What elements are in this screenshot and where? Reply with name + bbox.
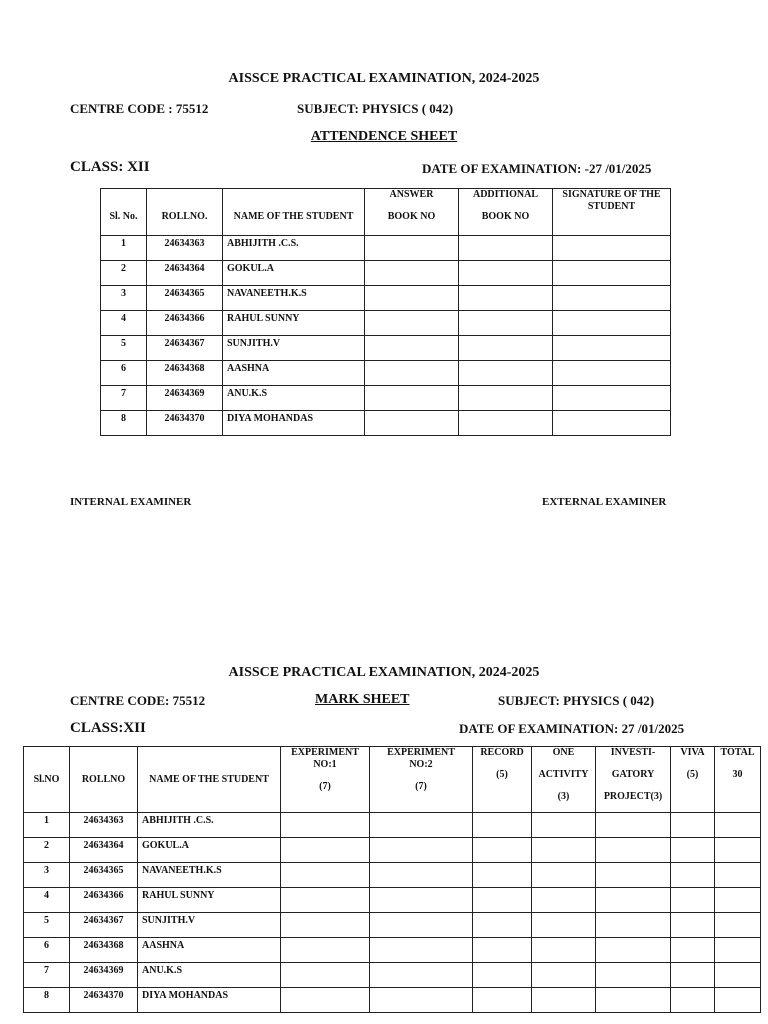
marksheet-header-activity-a: ONE (552, 747, 575, 758)
row-empty-cell[interactable] (596, 938, 671, 963)
row-empty-cell[interactable] (365, 386, 459, 411)
attendance-table (100, 188, 671, 436)
marksheet-header-viva-b: (5) (686, 769, 699, 780)
row-slno: 7 (101, 386, 147, 411)
row-empty-cell[interactable] (532, 838, 596, 863)
row-empty-cell[interactable] (715, 938, 761, 963)
external-examiner-label: EXTERNAL EXAMINER (542, 496, 667, 508)
row-empty-cell[interactable] (459, 311, 553, 336)
marksheet-header-viva-a: VIVA (680, 747, 705, 758)
marksheet-exam-title: AISSCE PRACTICAL EXAMINATION, 2024-2025 (228, 665, 540, 680)
row-empty-cell[interactable] (532, 813, 596, 838)
row-student-name: AASHNA (138, 938, 281, 963)
row-rollno: 24634369 (147, 386, 223, 411)
table-row (101, 236, 671, 261)
row-empty-cell[interactable] (671, 888, 715, 913)
row-empty-cell[interactable] (281, 913, 370, 938)
marksheet-subject: SUBJECT: PHYSICS ( 042) (498, 693, 655, 708)
row-slno: 6 (24, 938, 70, 963)
attendance-header-signature-text: SIGNATURE OF THE STUDENT (562, 189, 661, 212)
marksheet-header-invest (596, 747, 671, 813)
table-row (24, 888, 761, 913)
marksheet-header-activity (532, 747, 596, 813)
row-empty-cell[interactable] (281, 963, 370, 988)
row-empty-cell[interactable] (715, 838, 761, 863)
row-empty-cell[interactable] (671, 838, 715, 863)
attendance-header-answer-bottom: BOOK NO (387, 211, 436, 222)
row-empty-cell[interactable] (715, 813, 761, 838)
attendance-class: CLASS: XII (70, 159, 150, 175)
table-row (24, 913, 761, 938)
row-student-name: ANU.K.S (138, 963, 281, 988)
row-rollno: 24634367 (147, 336, 223, 361)
row-empty-cell[interactable] (553, 386, 671, 411)
row-student-name: AASHNA (223, 361, 365, 386)
marksheet-header-invest-c: PROJECT(3) (603, 791, 663, 802)
marksheet-header-row (24, 747, 761, 813)
row-slno: 8 (101, 411, 147, 436)
row-slno: 1 (101, 236, 147, 261)
attendance-header-name (223, 189, 365, 236)
table-row (101, 386, 671, 411)
attendance-header-additional-top: ADDITIONAL (472, 189, 538, 200)
table-row (24, 838, 761, 863)
row-student-name: DIYA MOHANDAS (223, 411, 365, 436)
attendance-centre-code: CENTRE CODE : 75512 (70, 101, 209, 116)
marksheet-header-name (138, 747, 281, 813)
row-rollno: 24634364 (70, 838, 138, 863)
row-slno: 3 (24, 863, 70, 888)
row-student-name: ABHIJITH .C.S. (138, 813, 281, 838)
row-empty-cell[interactable] (532, 963, 596, 988)
row-slno: 6 (101, 361, 147, 386)
row-empty-cell[interactable] (281, 838, 370, 863)
marksheet-body (24, 813, 761, 1013)
row-slno: 3 (101, 286, 147, 311)
marksheet-header-rollno-text: ROLLNO (81, 773, 126, 785)
attendance-header-rollno (147, 189, 223, 236)
attendance-header-rollno-text: ROLLNO. (161, 211, 208, 222)
marksheet-header-invest-b: GATORY (611, 769, 655, 780)
row-rollno: 24634365 (147, 286, 223, 311)
row-empty-cell[interactable] (370, 988, 473, 1013)
row-student-name: RAHUL SUNNY (138, 888, 281, 913)
marksheet-header-exp1-a: EXPERIMENT (291, 747, 359, 758)
marksheet-header-exp2-a: EXPERIMENT (387, 747, 455, 758)
row-student-name: NAVANEETH.K.S (223, 286, 365, 311)
marksheet-header-total-b: 30 (732, 769, 743, 780)
row-slno: 5 (101, 336, 147, 361)
marksheet-header-record (473, 747, 532, 813)
row-empty-cell[interactable] (596, 963, 671, 988)
row-empty-cell[interactable] (596, 838, 671, 863)
row-empty-cell[interactable] (365, 361, 459, 386)
marksheet-date: DATE OF EXAMINATION: 27 /01/2025 (459, 721, 685, 736)
row-empty-cell[interactable] (365, 311, 459, 336)
row-rollno: 24634365 (70, 863, 138, 888)
attendance-header-slno-text: Sl. No. (109, 211, 138, 222)
attendance-body (101, 236, 671, 436)
row-empty-cell[interactable] (553, 261, 671, 286)
attendance-header-slno (101, 189, 147, 236)
marksheet-header-exp1-c: (7) (319, 781, 331, 792)
marksheet-header-activity-b: ACTIVITY (538, 769, 589, 780)
marksheet-header-record-a: RECORD (480, 747, 524, 758)
attendance-header-row (101, 189, 671, 236)
row-empty-cell[interactable] (473, 913, 532, 938)
table-row (24, 988, 761, 1013)
row-empty-cell[interactable] (671, 938, 715, 963)
row-empty-cell[interactable] (671, 863, 715, 888)
row-student-name: SUNJITH.V (223, 336, 365, 361)
attendance-header-answer (365, 189, 459, 236)
attendance-date: DATE OF EXAMINATION: -27 /01/2025 (422, 161, 652, 176)
row-empty-cell[interactable] (459, 411, 553, 436)
row-empty-cell[interactable] (596, 888, 671, 913)
row-empty-cell[interactable] (532, 863, 596, 888)
row-empty-cell[interactable] (532, 988, 596, 1013)
attendance-header-signature (553, 189, 671, 236)
row-student-name: GOKUL.A (223, 261, 365, 286)
row-empty-cell[interactable] (473, 938, 532, 963)
row-rollno: 24634370 (147, 411, 223, 436)
row-empty-cell[interactable] (473, 813, 532, 838)
row-student-name: NAVANEETH.K.S (138, 863, 281, 888)
table-row (24, 813, 761, 838)
table-row (24, 938, 761, 963)
row-empty-cell[interactable] (281, 888, 370, 913)
table-row (24, 963, 761, 988)
row-empty-cell[interactable] (596, 813, 671, 838)
row-slno: 2 (24, 838, 70, 863)
row-empty-cell[interactable] (596, 863, 671, 888)
attendance-header-additional (459, 189, 553, 236)
row-rollno: 24634366 (70, 888, 138, 913)
row-empty-cell[interactable] (473, 838, 532, 863)
row-rollno: 24634368 (147, 361, 223, 386)
row-empty-cell[interactable] (281, 988, 370, 1013)
marksheet-header-exp1 (281, 747, 370, 813)
attendance-header-answer-top: ANSWER (389, 189, 434, 200)
marksheet-header-viva (671, 747, 715, 813)
attendance-subject: SUBJECT: PHYSICS ( 042) (297, 101, 454, 116)
row-empty-cell[interactable] (473, 888, 532, 913)
row-empty-cell[interactable] (473, 988, 532, 1013)
row-empty-cell[interactable] (370, 938, 473, 963)
row-empty-cell[interactable] (370, 888, 473, 913)
attendance-header-additional-bottom: BOOK NO (481, 211, 530, 222)
row-empty-cell[interactable] (532, 938, 596, 963)
internal-examiner-label: INTERNAL EXAMINER (70, 496, 192, 508)
marksheet-header-activity-c: (3) (557, 791, 570, 802)
row-empty-cell[interactable] (370, 863, 473, 888)
row-empty-cell[interactable] (596, 988, 671, 1013)
row-empty-cell[interactable] (553, 361, 671, 386)
row-empty-cell[interactable] (553, 286, 671, 311)
row-empty-cell[interactable] (553, 311, 671, 336)
row-rollno: 24634370 (70, 988, 138, 1013)
row-empty-cell[interactable] (370, 913, 473, 938)
marksheet-sheet-title: MARK SHEET (315, 692, 410, 707)
table-row (101, 361, 671, 386)
row-empty-cell[interactable] (281, 813, 370, 838)
row-empty-cell[interactable] (365, 236, 459, 261)
row-empty-cell[interactable] (473, 863, 532, 888)
row-rollno: 24634369 (70, 963, 138, 988)
row-slno: 4 (101, 311, 147, 336)
row-student-name: ANU.K.S (223, 386, 365, 411)
row-empty-cell[interactable] (281, 863, 370, 888)
marksheet-header-invest-a: INVESTI- (610, 747, 656, 758)
table-row (101, 286, 671, 311)
row-empty-cell[interactable] (532, 888, 596, 913)
row-empty-cell[interactable] (596, 913, 671, 938)
row-rollno: 24634363 (147, 236, 223, 261)
row-empty-cell[interactable] (715, 963, 761, 988)
row-empty-cell[interactable] (365, 411, 459, 436)
row-rollno: 24634367 (70, 913, 138, 938)
row-empty-cell[interactable] (553, 411, 671, 436)
row-empty-cell[interactable] (671, 813, 715, 838)
row-empty-cell[interactable] (459, 336, 553, 361)
row-student-name: DIYA MOHANDAS (138, 988, 281, 1013)
row-slno: 1 (24, 813, 70, 838)
marksheet-header-exp2-b: NO:2 (409, 759, 433, 770)
row-empty-cell[interactable] (532, 913, 596, 938)
row-empty-cell[interactable] (370, 813, 473, 838)
row-empty-cell[interactable] (671, 988, 715, 1013)
row-rollno: 24634368 (70, 938, 138, 963)
row-empty-cell[interactable] (715, 863, 761, 888)
row-empty-cell[interactable] (459, 261, 553, 286)
row-slno: 2 (101, 261, 147, 286)
row-empty-cell[interactable] (370, 838, 473, 863)
table-row (101, 261, 671, 286)
row-empty-cell[interactable] (281, 938, 370, 963)
row-empty-cell[interactable] (365, 286, 459, 311)
attendance-header-name-text: NAME OF THE STUDENT (233, 211, 354, 222)
row-empty-cell[interactable] (553, 236, 671, 261)
marksheet-header-slno-text: Sl.NO (33, 773, 60, 785)
row-empty-cell[interactable] (365, 261, 459, 286)
row-empty-cell[interactable] (459, 286, 553, 311)
marksheet-header-slno (24, 747, 70, 813)
row-slno: 7 (24, 963, 70, 988)
table-row (24, 863, 761, 888)
table-row (101, 336, 671, 361)
marksheet-header-record-b: (5) (496, 769, 508, 780)
row-slno: 5 (24, 913, 70, 938)
row-empty-cell[interactable] (671, 913, 715, 938)
marksheet-header-name-text: NAME OF THE STUDENT (149, 773, 269, 785)
marksheet-class: CLASS:XII (70, 720, 146, 736)
row-empty-cell[interactable] (671, 963, 715, 988)
row-empty-cell[interactable] (715, 988, 761, 1013)
marksheet-header-exp2 (370, 747, 473, 813)
row-empty-cell[interactable] (553, 336, 671, 361)
table-row (101, 311, 671, 336)
row-rollno: 24634363 (70, 813, 138, 838)
row-empty-cell[interactable] (459, 236, 553, 261)
attendance-sheet-title: ATTENDENCE SHEET (310, 129, 458, 144)
row-student-name: SUNJITH.V (138, 913, 281, 938)
row-student-name: ABHIJITH .C.S. (223, 236, 365, 261)
row-empty-cell[interactable] (473, 963, 532, 988)
row-rollno: 24634364 (147, 261, 223, 286)
row-student-name: RAHUL SUNNY (223, 311, 365, 336)
marksheet-centre-code: CENTRE CODE: 75512 (70, 693, 206, 708)
attendance-exam-title: AISSCE PRACTICAL EXAMINATION, 2024-2025 (228, 71, 540, 86)
marksheet-table (23, 746, 761, 1013)
row-empty-cell[interactable] (459, 361, 553, 386)
row-slno: 4 (24, 888, 70, 913)
table-row (101, 411, 671, 436)
marksheet-header-exp2-c: (7) (415, 781, 427, 792)
marksheet-header-rollno (70, 747, 138, 813)
row-empty-cell[interactable] (715, 913, 761, 938)
row-empty-cell[interactable] (365, 336, 459, 361)
row-rollno: 24634366 (147, 311, 223, 336)
marksheet-header-total (715, 747, 761, 813)
marksheet-header-exp1-b: NO:1 (313, 759, 337, 770)
row-student-name: GOKUL.A (138, 838, 281, 863)
row-empty-cell[interactable] (459, 386, 553, 411)
row-slno: 8 (24, 988, 70, 1013)
row-empty-cell[interactable] (370, 963, 473, 988)
marksheet-header-total-a: TOTAL (720, 747, 755, 758)
row-empty-cell[interactable] (715, 888, 761, 913)
